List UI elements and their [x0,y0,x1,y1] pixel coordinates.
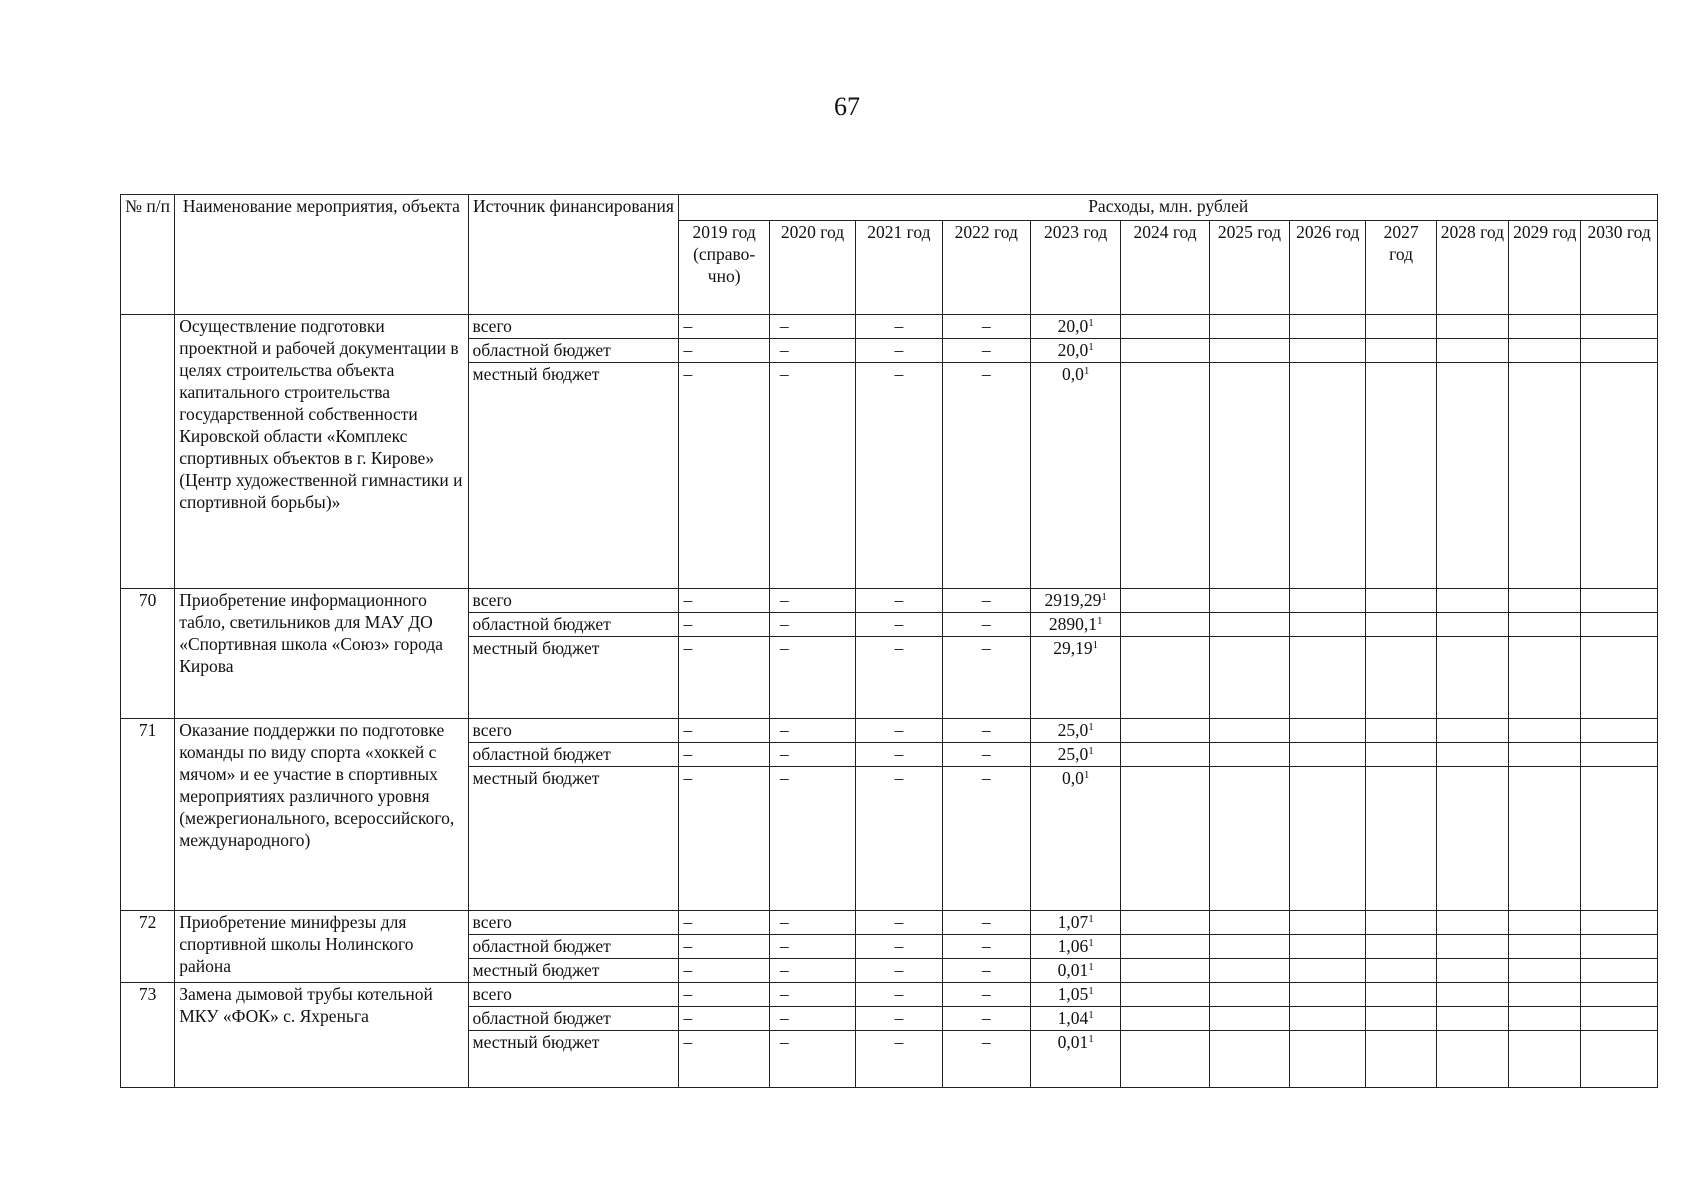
row-number: 73 [121,983,175,1088]
value-2023-text: 20,0 [1057,340,1089,360]
value-2023 [1031,743,1121,767]
value-2023-text: 1,04 [1057,1008,1089,1028]
row-number: 72 [121,911,175,983]
empty-cell [1121,983,1209,1007]
header-year: 2020 год [769,221,855,315]
empty-cell [1366,589,1436,613]
empty-cell [1509,743,1581,767]
empty-cell [1436,315,1508,339]
empty-cell [1121,613,1209,637]
empty-value-dash: – [679,363,769,589]
empty-cell [1436,719,1508,743]
empty-cell [1209,339,1289,363]
empty-cell [1581,719,1658,743]
empty-value-dash: – [856,315,942,339]
empty-cell [1436,363,1508,589]
budget-table [120,194,1658,1088]
empty-value-dash: – [769,1031,855,1088]
value-2023 [1031,983,1121,1007]
empty-cell [1581,959,1658,983]
footnote-mark: 1 [1088,985,1094,997]
empty-cell [1209,315,1289,339]
empty-cell [1436,767,1508,911]
footnote-mark: 1 [1088,937,1094,949]
header-year: 2029 год [1509,221,1581,315]
value-2023 [1031,767,1121,911]
measure-name: Оказание поддержки по подготовке команды по виду спорта «хоккей с мячом» и ее участие в спортивных мероприятиях различного уровня (межрегионального, всероссийского, международного) [175,719,468,911]
empty-value-dash: – [679,767,769,911]
table-body [121,315,1658,1088]
empty-value-dash: – [679,613,769,637]
funding-source: местный бюджет [468,637,679,719]
table-row [121,911,1658,935]
measure-name: Осуществление подготовки проектной и рабочей документации в целях строительства объекта капитального строительства государственной собственности Кировской области «Комплекс спортивных объектов в г. Кирове» (Центр художественной гимнастики и спортивной борьбы)» [175,315,468,589]
empty-cell [1436,339,1508,363]
value-2023 [1031,719,1121,743]
empty-cell [1436,589,1508,613]
empty-cell [1290,339,1366,363]
empty-cell [1436,911,1508,935]
empty-cell [1366,935,1436,959]
empty-value-dash: – [856,719,942,743]
header-year: 2026 год [1290,221,1366,315]
empty-value-dash: – [856,339,942,363]
empty-cell [1436,935,1508,959]
empty-cell [1581,637,1658,719]
footnote-mark: 1 [1083,365,1090,377]
funding-source: областной бюджет [468,743,679,767]
value-2023-text: 0,0 [1062,364,1084,384]
empty-cell [1209,983,1289,1007]
value-2023 [1031,1031,1121,1088]
empty-cell [1121,363,1209,589]
empty-cell [1209,589,1289,613]
empty-value-dash: – [679,959,769,983]
empty-cell [1366,613,1436,637]
empty-cell [1121,637,1209,719]
empty-cell [1366,315,1436,339]
empty-cell [1209,363,1289,589]
empty-value-dash: – [856,637,942,719]
empty-value-dash: – [856,959,942,983]
empty-value-dash: – [942,637,1030,719]
footnote-mark: 1 [1088,317,1094,329]
funding-source: местный бюджет [468,363,679,589]
value-2023 [1031,315,1121,339]
empty-cell [1509,637,1581,719]
value-2023 [1031,589,1121,613]
empty-cell [1121,767,1209,911]
header-name: Наименование мероприятия, объекта [175,195,468,315]
value-2023-text: 25,0 [1057,744,1089,764]
funding-source: всего [468,315,679,339]
funding-source: областной бюджет [468,1007,679,1031]
empty-cell [1290,935,1366,959]
footnote-mark: 1 [1088,721,1094,733]
empty-cell [1366,363,1436,589]
empty-value-dash: – [942,983,1030,1007]
empty-cell [1290,363,1366,589]
empty-cell [1509,935,1581,959]
empty-value-dash: – [679,719,769,743]
empty-cell [1121,1031,1209,1088]
empty-value-dash: – [679,339,769,363]
empty-cell [1209,743,1289,767]
empty-cell [1581,589,1658,613]
row-number: 70 [121,589,175,719]
empty-cell [1436,1007,1508,1031]
empty-cell [1581,363,1658,589]
footnote-mark: 1 [1092,639,1099,651]
empty-cell [1290,911,1366,935]
empty-cell [1290,1031,1366,1088]
footnote-mark: 1 [1083,769,1090,781]
value-2023-text: 2919,29 [1044,590,1102,610]
empty-cell [1366,339,1436,363]
empty-cell [1509,613,1581,637]
page-number: 67 [834,92,860,121]
empty-value-dash: – [942,719,1030,743]
empty-cell [1366,767,1436,911]
empty-value-dash: – [942,363,1030,589]
empty-cell [1581,1007,1658,1031]
empty-cell [1581,339,1658,363]
empty-cell [1581,1031,1658,1088]
empty-cell [1436,613,1508,637]
footnote-mark: 1 [1088,341,1094,353]
empty-value-dash: – [769,613,855,637]
empty-value-dash: – [856,935,942,959]
empty-cell [1581,911,1658,935]
measure-name: Приобретение минифрезы для спортивной школы Нолинского района [175,911,468,983]
empty-value-dash: – [942,339,1030,363]
empty-cell [1209,637,1289,719]
empty-value-dash: – [856,1031,942,1088]
funding-source: всего [468,589,679,613]
empty-cell [1436,983,1508,1007]
empty-cell [1436,959,1508,983]
table-row [121,315,1658,339]
row-number: 71 [121,719,175,911]
header-year: 2023 год [1031,221,1121,315]
empty-cell [1509,1007,1581,1031]
header-year: 2025 год [1209,221,1289,315]
measure-name: Замена дымовой трубы котельной МКУ «ФОК» с. Яхреньга [175,983,468,1088]
empty-value-dash: – [769,743,855,767]
funding-source: местный бюджет [468,767,679,911]
empty-cell [1581,315,1658,339]
empty-cell [1121,743,1209,767]
empty-cell [1209,767,1289,911]
empty-value-dash: – [856,983,942,1007]
empty-value-dash: – [856,363,942,589]
empty-cell [1209,935,1289,959]
empty-value-dash: – [769,935,855,959]
funding-source: областной бюджет [468,339,679,363]
empty-value-dash: – [942,315,1030,339]
empty-value-dash: – [856,911,942,935]
value-2023-text: 2890,1 [1048,614,1097,634]
header-expenses: Расходы, млн. рублей [679,195,1658,221]
empty-cell [1436,743,1508,767]
empty-cell [1209,959,1289,983]
value-2023-text: 1,06 [1057,936,1089,956]
empty-value-dash: – [769,339,855,363]
value-2023 [1031,637,1121,719]
empty-cell [1121,911,1209,935]
empty-cell [1581,743,1658,767]
empty-cell [1290,637,1366,719]
funding-source: областной бюджет [468,935,679,959]
empty-cell [1436,637,1508,719]
empty-value-dash: – [856,743,942,767]
empty-cell [1290,743,1366,767]
empty-cell [1509,339,1581,363]
empty-value-dash: – [942,589,1030,613]
empty-value-dash: – [942,911,1030,935]
empty-value-dash: – [769,959,855,983]
empty-cell [1509,959,1581,983]
empty-cell [1121,339,1209,363]
empty-cell [1581,613,1658,637]
empty-cell [1509,363,1581,589]
empty-value-dash: – [942,1031,1030,1088]
header-year: 2021 год [856,221,942,315]
value-2023 [1031,339,1121,363]
empty-value-dash: – [679,743,769,767]
row-number [121,315,175,589]
empty-cell [1509,719,1581,743]
value-2023-text: 0,0 [1062,768,1084,788]
empty-cell [1366,719,1436,743]
empty-value-dash: – [942,1007,1030,1031]
empty-cell [1209,613,1289,637]
footnote-mark: 1 [1088,1033,1094,1045]
empty-cell [1290,613,1366,637]
empty-cell [1290,983,1366,1007]
header-year: 2024 год [1121,221,1209,315]
empty-value-dash: – [856,613,942,637]
funding-source: всего [468,719,679,743]
funding-source: областной бюджет [468,613,679,637]
empty-cell [1509,589,1581,613]
empty-cell [1509,911,1581,935]
empty-cell [1121,589,1209,613]
empty-value-dash: – [679,911,769,935]
empty-cell [1121,719,1209,743]
empty-value-dash: – [679,589,769,613]
header-source: Источник финансирования [468,195,679,315]
value-2023-text: 20,0 [1057,316,1089,336]
empty-cell [1581,983,1658,1007]
table-row [121,589,1658,613]
empty-value-dash: – [856,767,942,911]
value-2023-text: 0,01 [1057,1032,1089,1052]
empty-value-dash: – [942,613,1030,637]
empty-cell [1509,1031,1581,1088]
empty-value-dash: – [679,935,769,959]
empty-cell [1209,719,1289,743]
empty-value-dash: – [769,767,855,911]
footnote-mark: 1 [1088,1009,1094,1021]
empty-value-dash: – [769,637,855,719]
value-2023 [1031,1007,1121,1031]
empty-cell [1121,1007,1209,1031]
header-year: 2019 год (справо-чно) [679,221,769,315]
empty-cell [1290,767,1366,911]
empty-value-dash: – [679,637,769,719]
empty-cell [1290,1007,1366,1031]
empty-value-dash: – [942,935,1030,959]
funding-source: всего [468,983,679,1007]
table-row [121,983,1658,1007]
header-no: № п/п [121,195,175,315]
footnote-mark: 1 [1088,913,1094,925]
value-2023 [1031,363,1121,589]
empty-cell [1366,911,1436,935]
footnote-mark: 1 [1088,745,1094,757]
empty-value-dash: – [679,983,769,1007]
empty-cell [1366,1031,1436,1088]
empty-cell [1436,1031,1508,1088]
empty-value-dash: – [856,1007,942,1031]
empty-value-dash: – [856,589,942,613]
empty-value-dash: – [769,983,855,1007]
empty-cell [1290,589,1366,613]
empty-cell [1509,983,1581,1007]
value-2023-text: 1,05 [1057,984,1089,1004]
empty-value-dash: – [769,719,855,743]
value-2023-text: 0,01 [1057,960,1089,980]
empty-cell [1290,315,1366,339]
value-2023-text: 25,0 [1057,720,1089,740]
empty-cell [1509,767,1581,911]
empty-cell [1581,935,1658,959]
empty-value-dash: – [942,767,1030,911]
empty-cell [1366,1007,1436,1031]
empty-value-dash: – [942,743,1030,767]
empty-cell [1121,935,1209,959]
header-year: 2027 год [1366,221,1436,315]
footnote-mark: 1 [1101,591,1107,603]
header-year: 2030 год [1581,221,1658,315]
header-year: 2022 год [942,221,1030,315]
empty-cell [1209,1007,1289,1031]
empty-value-dash: – [769,589,855,613]
value-2023 [1031,613,1121,637]
funding-source: местный бюджет [468,959,679,983]
value-2023-text: 1,07 [1057,912,1089,932]
empty-cell [1509,315,1581,339]
funding-source: местный бюджет [468,1031,679,1088]
empty-cell [1121,959,1209,983]
empty-value-dash: – [769,911,855,935]
measure-name: Приобретение информационного табло, светильников для МАУ ДО «Спортивная школа «Союз» города Кирова [175,589,468,719]
table-row [121,719,1658,743]
empty-cell [1581,767,1658,911]
empty-cell [1366,983,1436,1007]
empty-cell [1290,719,1366,743]
empty-cell [1290,959,1366,983]
funding-source: всего [468,911,679,935]
value-2023 [1031,911,1121,935]
empty-value-dash: – [942,959,1030,983]
empty-value-dash: – [679,1031,769,1088]
empty-value-dash: – [769,363,855,589]
empty-value-dash: – [769,1007,855,1031]
empty-cell [1209,1031,1289,1088]
header-year: 2028 год [1436,221,1508,315]
value-2023 [1031,935,1121,959]
empty-cell [1366,743,1436,767]
empty-cell [1366,637,1436,719]
empty-cell [1366,959,1436,983]
empty-value-dash: – [769,315,855,339]
value-2023-text: 29,19 [1053,638,1093,658]
value-2023 [1031,959,1121,983]
footnote-mark: 1 [1088,961,1094,973]
empty-value-dash: – [679,1007,769,1031]
empty-value-dash: – [679,315,769,339]
empty-cell [1209,911,1289,935]
footnote-mark: 1 [1097,615,1103,627]
empty-cell [1121,315,1209,339]
